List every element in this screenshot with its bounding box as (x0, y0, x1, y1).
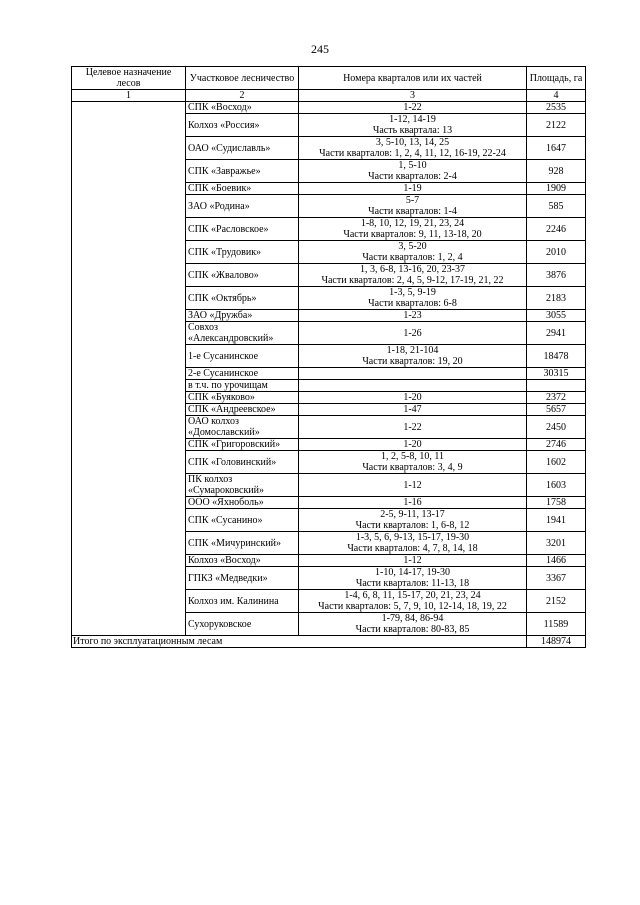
quarters-line: 2-5, 9-11, 13-17 (380, 509, 445, 520)
purpose-cell (72, 102, 186, 636)
area-cell: 2122 (527, 114, 586, 137)
area-cell: 585 (527, 195, 586, 218)
area-cell: 1941 (527, 509, 586, 532)
quarters-cell (299, 613, 527, 636)
area-cell: 30315 (527, 368, 586, 380)
quarters-line: 1-19 (403, 183, 422, 194)
quarters-cell (299, 404, 527, 416)
quarters-cell (299, 345, 527, 368)
total-label: Итого по эксплуатационным лесам (72, 636, 527, 648)
header-purpose: Целевое назначение лесов (72, 67, 186, 90)
column-number-row (72, 90, 586, 102)
forestry-cell: СПК «Головинский» (186, 451, 299, 474)
forestry-cell: ОАО «Судиславль» (186, 137, 299, 160)
area-cell: 1602 (527, 451, 586, 474)
forestry-cell: СПК «Восход» (186, 102, 299, 114)
column-number-1: 1 (72, 90, 186, 102)
quarters-cell (299, 137, 527, 160)
forestry-cell: СПК «Боевик» (186, 183, 299, 195)
area-cell: 1603 (527, 474, 586, 497)
quarters-line: Части кварталов: 80-83, 85 (355, 624, 470, 635)
quarters-line: 5-7 (405, 195, 420, 206)
area-cell: 2372 (527, 392, 586, 404)
forestry-cell: ГПКЗ «Медведки» (186, 567, 299, 590)
area-cell: 2450 (527, 416, 586, 439)
quarters-line: Части кварталов: 9, 11, 13-18, 20 (343, 229, 482, 240)
area-cell: 1758 (527, 497, 586, 509)
quarters-cell (299, 380, 527, 392)
quarters-line: Части кварталов: 2-4 (368, 171, 457, 182)
quarters-cell (299, 555, 527, 567)
area-cell: 18478 (527, 345, 586, 368)
area-cell: 2941 (527, 322, 586, 345)
area-cell: 1909 (527, 183, 586, 195)
area-cell (527, 380, 586, 392)
forestry-cell: СПК «Трудовик» (186, 241, 299, 264)
quarters-cell (299, 497, 527, 509)
quarters-cell (299, 218, 527, 241)
quarters-line: 1-26 (403, 327, 422, 339)
forestry-cell: СПК «Расловское» (186, 218, 299, 241)
header-row (72, 67, 586, 90)
quarters-cell (299, 532, 527, 555)
quarters-line: 1-18, 21-104 (386, 345, 439, 356)
quarters-line: Части кварталов: 1-4 (368, 206, 457, 217)
forestry-cell: СПК «Мичуринский» (186, 532, 299, 555)
quarters-cell (299, 392, 527, 404)
quarters-cell (299, 183, 527, 195)
forestry-cell: ПК колхоз «Сумароковский» (186, 474, 299, 497)
area-cell: 3876 (527, 264, 586, 287)
forestry-cell: ОАО колхоз «Домославский» (186, 416, 299, 439)
quarters-cell (299, 509, 527, 532)
forestry-cell: СПК «Андреевское» (186, 404, 299, 416)
quarters-line: Часть квартала: 13 (372, 125, 453, 136)
quarters-line: Части кварталов: 1, 2, 4, 11, 12, 16-19, 22-24 (319, 148, 506, 159)
quarters-cell (299, 322, 527, 345)
quarters-cell (299, 474, 527, 497)
quarters-line: Части кварталов: 1, 6-8, 12 (355, 520, 470, 531)
forest-quarters-table (71, 66, 586, 648)
quarters-line: Части кварталов: 11-13, 18 (355, 578, 470, 589)
quarters-line: Части кварталов: 3, 4, 9 (362, 462, 463, 473)
area-cell: 928 (527, 160, 586, 183)
area-cell: 1647 (527, 137, 586, 160)
column-number-3: 3 (299, 90, 527, 102)
forestry-cell: СПК «Григоровский» (186, 439, 299, 451)
forestry-cell: СПК «Жвалово» (186, 264, 299, 287)
quarters-cell (299, 114, 527, 137)
quarters-line: Части кварталов: 19, 20 (362, 356, 463, 367)
page-number: 245 (311, 42, 329, 56)
quarters-cell (299, 195, 527, 218)
quarters-cell (299, 451, 527, 474)
forestry-cell: ЗАО «Дружба» (186, 310, 299, 322)
quarters-cell (299, 241, 527, 264)
header-quarters: Номера кварталов или их частей (299, 67, 527, 90)
quarters-line: 1-22 (403, 421, 422, 433)
area-cell: 3201 (527, 532, 586, 555)
area-cell: 1466 (527, 555, 586, 567)
quarters-line: 1-4, 6, 8, 11, 15-17, 20, 21, 23, 24 (344, 590, 481, 601)
forestry-cell: СПК «Сусанино» (186, 509, 299, 532)
forestry-cell: СПК «Завражье» (186, 160, 299, 183)
total-row (72, 636, 586, 648)
column-number-4: 4 (527, 90, 586, 102)
quarters-line: 1, 3, 6-8, 13-16, 20, 23-37 (360, 264, 465, 275)
quarters-line: 1-22 (403, 102, 422, 113)
forestry-cell: 1-е Сусанинское (186, 345, 299, 368)
forestry-cell: ЗАО «Родина» (186, 195, 299, 218)
quarters-cell (299, 102, 527, 114)
quarters-cell (299, 590, 527, 613)
forestry-cell: Колхоз им. Калинина (186, 590, 299, 613)
quarters-line: 1-47 (403, 404, 422, 415)
total-area: 148974 (527, 636, 586, 648)
quarters-line: 1-8, 10, 12, 19, 21, 23, 24 (360, 218, 465, 229)
quarters-cell (299, 416, 527, 439)
quarters-line: Части кварталов: 2, 4, 5, 9-12, 17-19, 21, 22 (321, 275, 504, 286)
area-cell: 3055 (527, 310, 586, 322)
area-cell: 2152 (527, 590, 586, 613)
quarters-line: 3, 5-20 (398, 241, 427, 252)
quarters-cell (299, 310, 527, 322)
table-row (72, 102, 586, 114)
quarters-line: 1-3, 5, 9-19 (389, 287, 436, 298)
quarters-line: 1-3, 5, 6, 9-13, 15-17, 19-30 (355, 532, 470, 543)
forestry-cell: 2-е Сусанинское (186, 368, 299, 380)
forestry-cell: ООО «Яхноболь» (186, 497, 299, 509)
quarters-line: Части кварталов: 6-8 (368, 298, 457, 309)
quarters-line: 1-23 (403, 310, 422, 321)
quarters-line: 1-10, 14-17, 19-30 (375, 567, 450, 578)
quarters-line: 1-16 (403, 497, 422, 508)
quarters-line: Части кварталов: 1, 2, 4 (362, 252, 463, 263)
quarters-cell (299, 287, 527, 310)
quarters-line: 1-20 (403, 439, 422, 450)
forestry-cell: Колхоз «Восход» (186, 555, 299, 567)
quarters-cell (299, 160, 527, 183)
quarters-cell (299, 264, 527, 287)
area-cell: 3367 (527, 567, 586, 590)
quarters-line: 1-12 (403, 479, 422, 491)
forestry-cell: Сухоруковское (186, 613, 299, 636)
quarters-cell (299, 567, 527, 590)
quarters-line: 1-20 (403, 392, 422, 403)
forestry-cell: в т.ч. по урочищам (186, 380, 299, 392)
area-cell: 2010 (527, 241, 586, 264)
table-body (72, 102, 586, 636)
area-cell: 2246 (527, 218, 586, 241)
area-cell: 11589 (527, 613, 586, 636)
header-forestry: Участковое лесничество (186, 67, 299, 90)
quarters-line: 1-12, 14-19 (389, 114, 436, 125)
quarters-line: 1-12 (403, 555, 422, 566)
forestry-cell: СПК «Буяково» (186, 392, 299, 404)
area-cell: 2746 (527, 439, 586, 451)
quarters-line: 1, 5-10 (398, 160, 427, 171)
area-cell: 5657 (527, 404, 586, 416)
area-cell: 2183 (527, 287, 586, 310)
column-number-2: 2 (186, 90, 299, 102)
header-area: Площадь, га (527, 67, 586, 90)
quarters-line: Части кварталов: 5, 7, 9, 10, 12-14, 18, 19, 22 (318, 601, 507, 612)
forestry-cell: СПК «Октябрь» (186, 287, 299, 310)
quarters-line: 3, 5-10, 13, 14, 25 (375, 137, 450, 148)
forestry-cell: Колхоз «Россия» (186, 114, 299, 137)
forestry-cell: Совхоз «Александровский» (186, 322, 299, 345)
quarters-line: 1, 2, 5-8, 10, 11 (381, 451, 444, 462)
area-cell: 2535 (527, 102, 586, 114)
quarters-cell (299, 439, 527, 451)
quarters-line: Части кварталов: 4, 7, 8, 14, 18 (347, 543, 478, 554)
quarters-line: 1-79, 84, 86-94 (381, 613, 444, 624)
quarters-cell (299, 368, 527, 380)
